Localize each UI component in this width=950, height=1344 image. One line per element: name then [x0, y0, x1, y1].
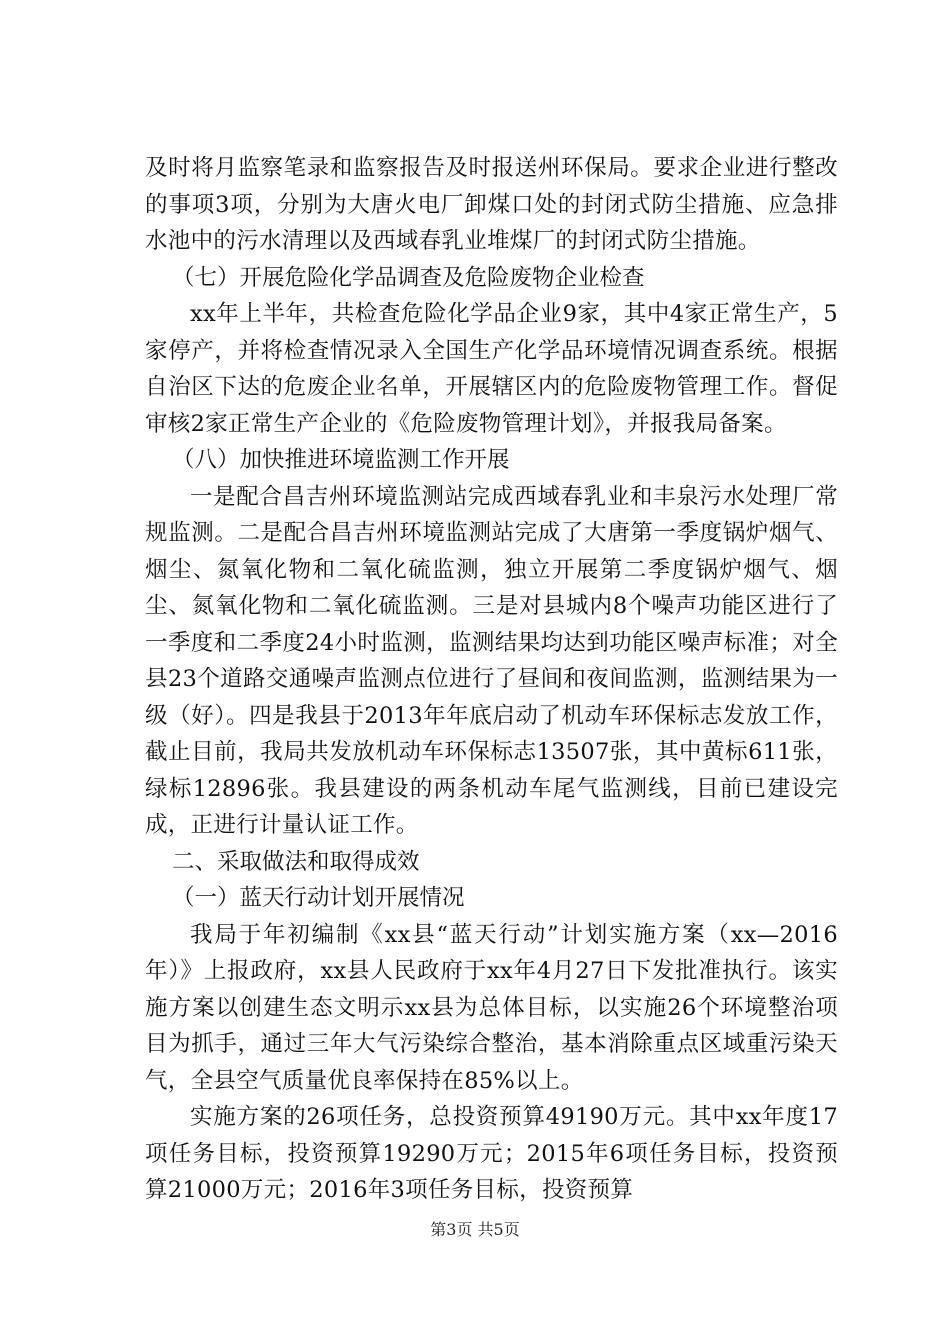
heading-environment-monitoring: （八）加快推进环境监测工作开展	[172, 447, 510, 473]
heading-hazardous-chemicals: （七）开展危险化学品调查及危险废物企业检查	[172, 264, 645, 291]
page-number-footer: 第3页 共5页	[430, 1220, 520, 1239]
heading-blue-sky-plan: （一）蓝天行动计划开展情况	[172, 885, 465, 911]
paragraph-blue-sky-plan: 我局于年初编制《xx县“蓝天行动”计划实施方案（xx—2016年）》上报政府，xx县人民政府于xx年4月27日下发批准执行。该实施方案以创建生态文明示xx县为总体目标，以实施26个环境整治项目为抓手，通过三年大气污染综合整治，基本消除重点区域重污染天气，全县空气质量优良率保持在85%以上。	[145, 921, 838, 1094]
paragraph-hazardous-chemicals: xx年上半年，共检查危险化学品企业9家，其中4家正常生产，5家停产，并将检查情况录入全国生产化学品环境情况调查系统。根据自治区下达的危废企业名单，开展辖区内的危险废物管理工作。督促审核2家正常生产企业的《危险废物管理计划》，并报我局备案。	[145, 301, 838, 437]
paragraph-environment-monitoring: 一是配合昌吉州环境监测站完成西域春乳业和丰泉污水处理厂常规监测。二是配合昌吉州环境监测站完成了大唐第一季度锅炉烟气、烟尘、氮氧化物和二氧化硫监测，独立开展第二季度锅炉烟气、烟尘、氮氧化物和二氧化硫监测。三是对县城内8个噪声功能区进行了一季度和二季度24小时监测，监测结果均达到功能区噪声标准；对全县23个道路交通噪声监测点位进行了昼间和夜间监测，监测结果为一级（好）。四是我县于2013年年底启动了机动车环保标志发放工作，截止目前，我局共发放机动车环保标志13507张，其中黄标611张，绿标12896张。我县建设的两条机动车尾气监测线，目前已建设完成，正进行计量认证工作。	[145, 483, 838, 838]
document-body	[145, 150, 838, 1209]
paragraph-investment-budget: 实施方案的26项任务，总投资预算49190万元。其中xx年度17项任务目标，投资预算19290万元；2015年6项任务目标，投资预算21000万元；2016年3项任务目标，投资预算	[145, 1104, 838, 1203]
heading-measures-results: 二、采取做法和取得成效	[172, 848, 420, 875]
paragraph-monitoring-report: 及时将月监察笔录和监察报告及时报送州环保局。要求企业进行整改的事项3项，分别为大唐火电厂卸煤口处的封闭式防尘措施、应急排水池中的污水清理以及西域春乳业堆煤厂的封闭式防尘措施。	[145, 155, 838, 254]
